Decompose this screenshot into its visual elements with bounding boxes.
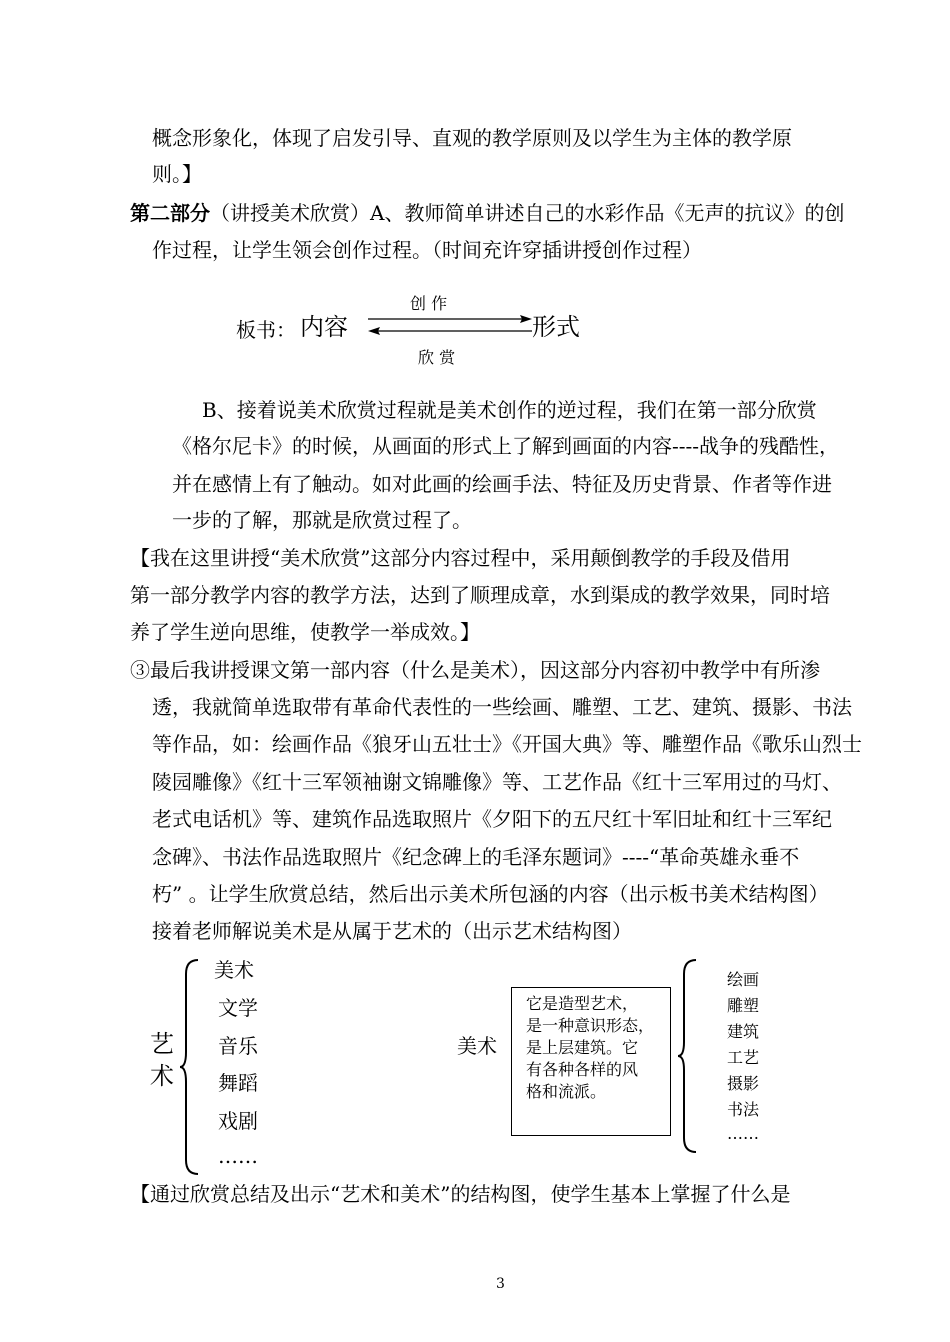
text-span: （讲授美术欣赏）A、教师简单讲述自己的水彩作品《无声的抗议》的创 xyxy=(210,201,845,225)
art-item: …… xyxy=(218,1144,258,1168)
text-line: 概念形象化，体现了启发引导、直观的教学原则及以学生为主体的教学原 xyxy=(152,126,792,150)
box-line: 有各种各样的风 xyxy=(526,1060,639,1079)
fineart-root: 美术 xyxy=(457,1034,497,1058)
text-line: 透，我就简单选取带有革命代表性的一些绘画、雕塑、工艺、建筑、摄影、书法 xyxy=(152,695,852,719)
box-line: 格和流派。 xyxy=(526,1082,607,1101)
text-line: B、接着说美术欣赏过程就是美术创作的逆过程，我们在第一部分欣赏 xyxy=(202,398,817,422)
text-line: 并在感情上有了触动。如对此画的绘画手法、特征及历史背景、作者等作进 xyxy=(172,472,832,496)
text-line: ③最后我讲授课文第一部内容（什么是美术），因这部分内容初中教学中有所渗 xyxy=(130,658,820,682)
text-line: 朽” 。让学生欣赏总结，然后出示美术所包涵的内容（出示板书美术结构图） xyxy=(152,882,829,906)
double-arrow-icon xyxy=(366,310,536,340)
board-bottom-label: 欣 赏 xyxy=(418,348,456,367)
fineart-item: 工艺 xyxy=(727,1048,760,1067)
left-brace-icon xyxy=(676,958,700,1154)
text-line: 养了学生逆向思维，使教学一举成效。】 xyxy=(130,620,480,644)
box-line: 是一种意识形态， xyxy=(526,1016,655,1035)
art-item: 美术 xyxy=(214,958,254,982)
art-root-char: 艺 xyxy=(150,1030,174,1058)
text-line: 等作品，如：绘画作品《狼牙山五壮士》《开国大典》等、雕塑作品《歌乐山烈士 xyxy=(152,732,862,756)
text-line: 接着老师解说美术是从属于艺术的（出示艺术结构图） xyxy=(152,919,632,943)
text-line: 第一部分教学内容的教学方法，达到了顺理成章，水到渠成的教学效果，同时培 xyxy=(130,583,830,607)
fineart-item: …… xyxy=(727,1124,759,1143)
text-line: 【我在这里讲授“美术欣赏”这部分内容过程中，采用颠倒教学的手段及借用 xyxy=(130,546,791,570)
board-content: 内容 xyxy=(300,313,348,341)
text-line: 【通过欣赏总结及出示“艺术和美术”的结构图，使学生基本上掌握了什么是 xyxy=(130,1182,791,1206)
page-number: 3 xyxy=(496,1276,505,1292)
left-brace-icon xyxy=(178,958,202,1176)
text-line: 则。】 xyxy=(152,162,202,186)
art-root-char: 术 xyxy=(150,1062,174,1090)
text-line xyxy=(130,201,844,225)
fineart-item: 雕塑 xyxy=(727,996,760,1015)
art-item: 戏剧 xyxy=(218,1109,258,1133)
art-item: 音乐 xyxy=(218,1034,258,1058)
text-line: 《格尔尼卡》的时候，从画面的形式上了解到画面的内容----战争的残酷性， xyxy=(172,434,840,458)
art-item: 舞蹈 xyxy=(218,1071,258,1095)
text-line: 作过程，让学生领会创作过程。（时间充许穿插讲授创作过程） xyxy=(152,238,702,262)
fineart-item: 建筑 xyxy=(727,1022,760,1041)
fineart-item: 摄影 xyxy=(727,1074,760,1093)
text-line: 念碑》、书法作品选取照片《纪念碑上的毛泽东题词》----“革命英雄永垂不 xyxy=(152,845,800,869)
text-line: 陵园雕像》《红十三军领袖谢文锦雕像》等、工艺作品《红十三军用过的马灯、 xyxy=(152,770,842,794)
box-line: 是上层建筑。它 xyxy=(526,1038,639,1057)
board-prefix: 板书： xyxy=(236,318,296,342)
board-top-label: 创 作 xyxy=(410,294,448,313)
art-item: 文学 xyxy=(218,996,258,1020)
fineart-item: 书法 xyxy=(727,1100,760,1119)
board-form: 形式 xyxy=(532,313,580,341)
box-line: 它是造型艺术， xyxy=(526,994,639,1013)
text-line: 老式电话机》等、建筑作品选取照片《夕阳下的五尺红十军旧址和红十三军纪 xyxy=(152,807,832,831)
fineart-item: 绘画 xyxy=(727,970,760,989)
text-line: 一步的了解，那就是欣赏过程了。 xyxy=(172,508,472,532)
definition-box xyxy=(511,987,671,1136)
section-heading: 第二部分 xyxy=(130,201,210,225)
